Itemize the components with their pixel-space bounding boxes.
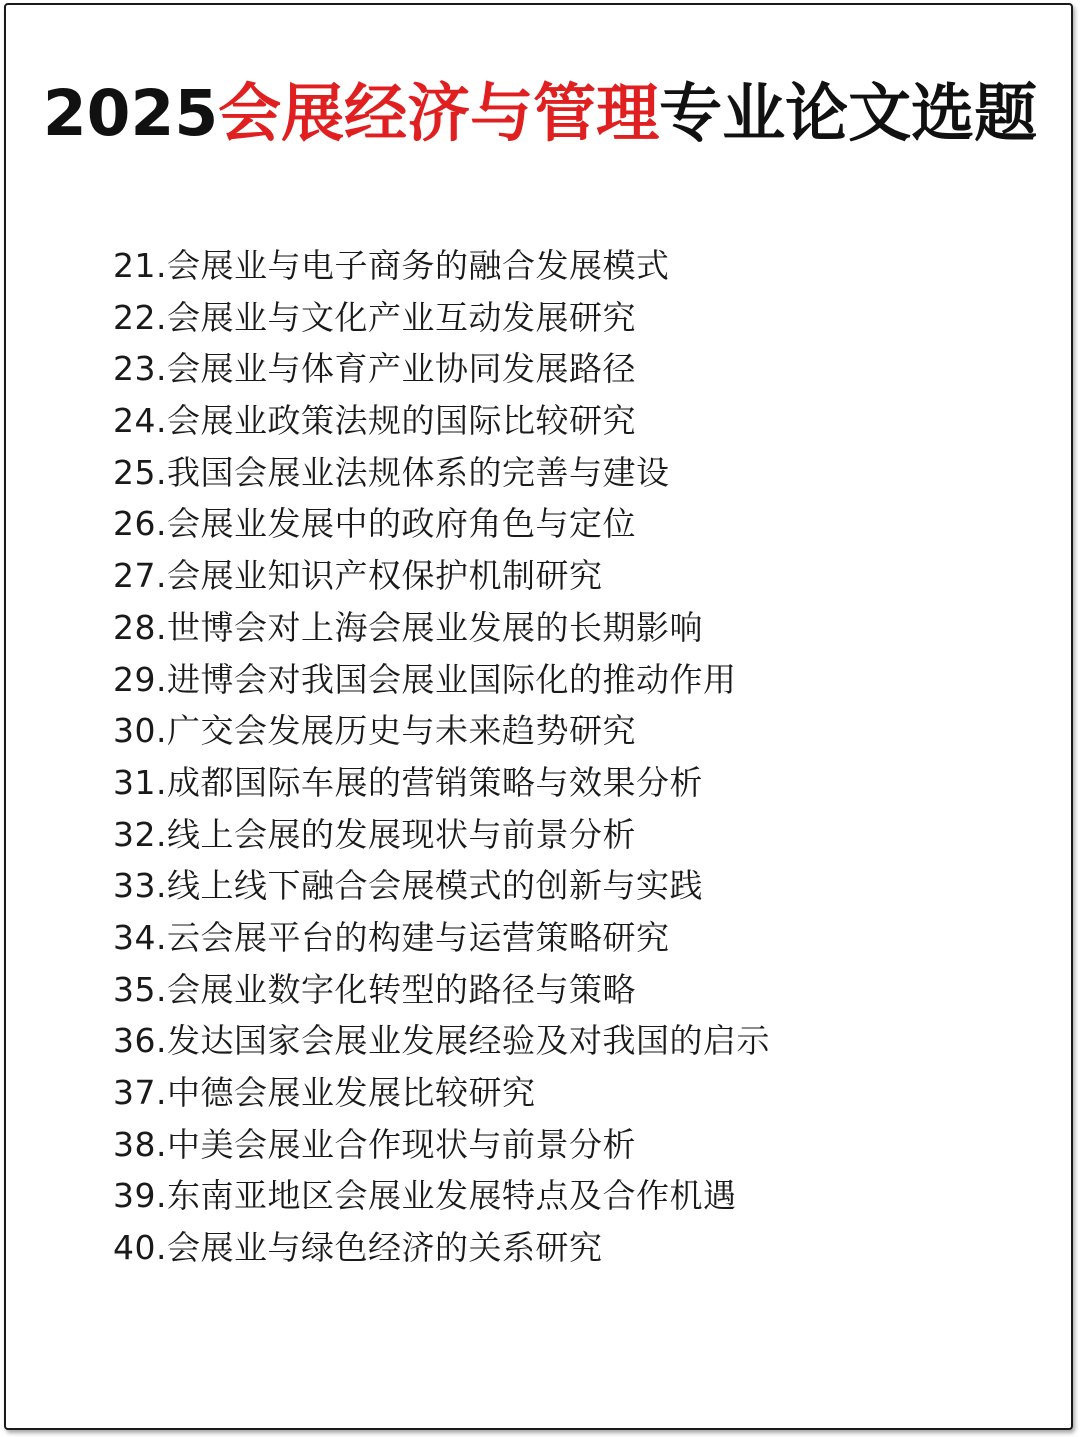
topic-item: 23.会展业与体育产业协同发展路径 <box>113 349 636 389</box>
title-subject: 会展经济与管理 <box>218 77 660 150</box>
topic-item: 31.成都国际车展的营销策略与效果分析 <box>113 762 703 802</box>
topic-item: 38.中美会展业合作现状与前景分析 <box>113 1124 636 1164</box>
page-title <box>0 72 1080 156</box>
topic-item: 30.广交会发展历史与未来趋势研究 <box>113 711 636 751</box>
topic-item: 25.我国会展业法规体系的完善与建设 <box>113 452 670 492</box>
topic-item: 28.世博会对上海会展业发展的长期影响 <box>113 607 703 647</box>
title-year: 2025 <box>42 77 219 150</box>
topic-item: 27.会展业知识产权保护机制研究 <box>113 556 603 596</box>
topic-item: 34.云会展平台的构建与运营策略研究 <box>113 917 670 957</box>
topic-item: 36.发达国家会展业发展经验及对我国的启示 <box>113 1021 770 1061</box>
topic-item: 22.会展业与文化产业互动发展研究 <box>113 297 636 337</box>
topic-item: 24.会展业政策法规的国际比较研究 <box>113 401 636 441</box>
topic-item: 29.进博会对我国会展业国际化的推动作用 <box>113 659 737 699</box>
topic-item: 26.会展业发展中的政府角色与定位 <box>113 504 636 544</box>
topic-item: 32.线上会展的发展现状与前景分析 <box>113 814 636 854</box>
topic-item: 33.线上线下融合会展模式的创新与实践 <box>113 866 703 906</box>
topic-item: 35.会展业数字化转型的路径与策略 <box>113 969 636 1009</box>
topic-item: 40.会展业与绿色经济的关系研究 <box>113 1228 603 1268</box>
title-suffix: 专业论文选题 <box>659 77 1038 150</box>
topic-item: 37.中德会展业发展比较研究 <box>113 1073 536 1112</box>
topic-list <box>113 240 770 1274</box>
topic-item: 39.东南亚地区会展业发展特点及合作机遇 <box>113 1176 737 1216</box>
topic-item: 21.会展业与电子商务的融合发展模式 <box>113 246 670 285</box>
